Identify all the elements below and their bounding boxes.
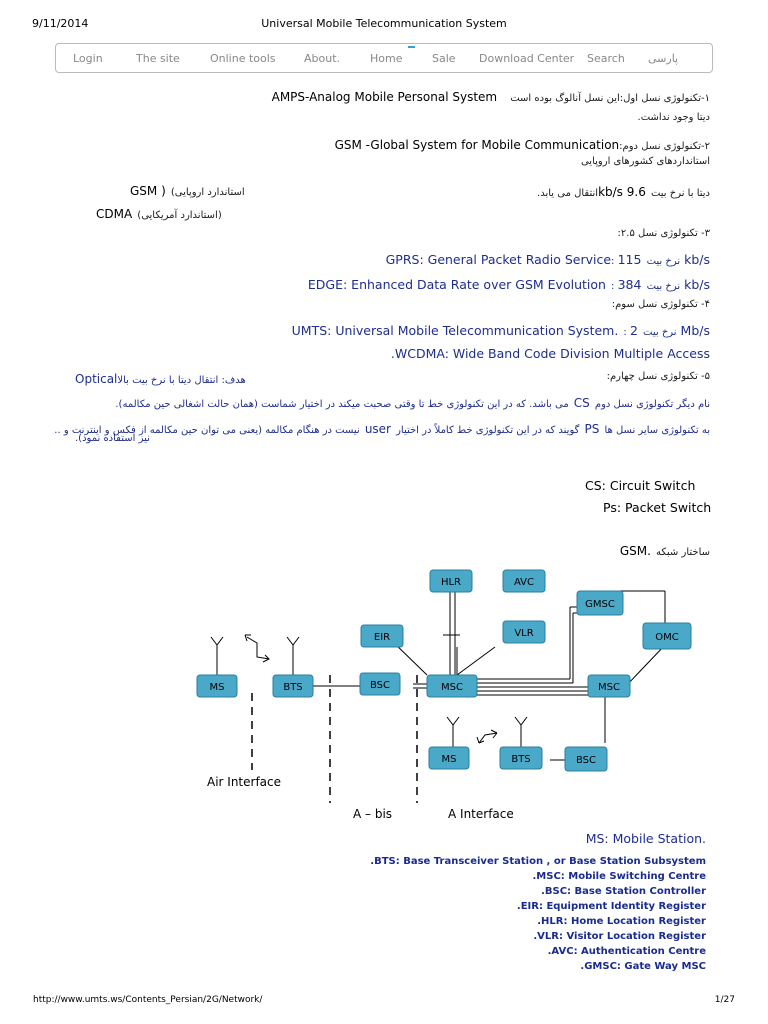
node-ms-1 — [197, 675, 237, 697]
ps-en: PS — [584, 422, 600, 436]
footer-page-number: 1/27 — [714, 995, 735, 1005]
page-title: Universal Mobile Telecommunication System — [261, 17, 507, 30]
gprs-fa: : نرخ بیت — [611, 256, 681, 267]
node-omc — [643, 623, 691, 649]
print-date: 9/11/2014 — [32, 17, 89, 30]
nav-persian[interactable]: پارسی — [648, 52, 679, 65]
ps-fa2: گویند که در این تکنولوژی خط کاملاً در اختیار — [396, 425, 580, 436]
structure-en: .GSM — [619, 544, 651, 558]
svg-text:BSC: BSC — [575, 755, 597, 766]
rate-val: 9.6 kb/s — [598, 185, 646, 199]
svg-text:MS: MS — [209, 682, 225, 693]
nav-active-indicator — [408, 46, 415, 48]
cs-fa2: می باشد. که در این تکنولوژی خط تا وقتی صحبت میکند در اختیار شماست (همان حالت اشغالی حین مکالمه). — [115, 399, 569, 410]
ps-definition: Ps: Packet Switch — [603, 500, 712, 515]
gloss-item: .EIR: Equipment Identity Register — [516, 901, 706, 912]
wcdma-line: .WCDMA: Wide Band Code Division Multiple Access — [390, 346, 710, 361]
gsm-label: GSM ) — [130, 184, 166, 198]
gsm-fa: (استاندارد اروپایی — [170, 187, 245, 198]
edge-line — [308, 274, 710, 293]
cs-definition: CS: Circuit Switch — [585, 478, 696, 493]
svg-text:BTS: BTS — [283, 682, 303, 693]
node-bsc-1 — [360, 673, 400, 695]
gloss-ms: MS: Mobile Station. — [585, 831, 706, 846]
svg-text:MS: MS — [441, 754, 457, 765]
svg-text:HLR: HLR — [440, 577, 462, 588]
gen4-heading: ۵- تکنولوژی نسل چهارم: — [606, 371, 710, 382]
node-msc-1 — [427, 675, 477, 697]
umts-en: UMTS: Universal Mobile Telecommunication System. — [291, 323, 619, 338]
nav-search[interactable]: Search — [587, 52, 625, 65]
cs-fa1: نام دیگر تکنولوژی نسل دوم — [594, 399, 710, 410]
gen2-cdma — [96, 203, 222, 222]
ps-fa3: نیست در هنگام مکالمه (یعنی می توان حین مکالمه از فکس و اینترنت و .. — [54, 425, 360, 436]
svg-text:VLR: VLR — [514, 628, 534, 639]
umts-rate: 2 Mb/s — [629, 323, 710, 338]
svg-text:BTS: BTS — [511, 754, 531, 765]
nav-download-center[interactable]: Download Center — [479, 52, 575, 65]
goal-en: Optical — [75, 372, 118, 386]
goal-fa: هدف: انتقال دیتا با نرخ بیت بالا — [117, 375, 246, 386]
structure-fa: ساختار شبکه — [656, 547, 710, 558]
svg-text:AVC: AVC — [513, 577, 535, 588]
nav-home[interactable]: Home — [370, 52, 403, 65]
gen1-en: AMPS-Analog Mobile Personal System — [271, 90, 498, 104]
edge-fa: : نرخ بیت — [611, 281, 681, 292]
umts-fa: : نرخ بیت — [623, 327, 677, 338]
gloss-item: .BSC: Base Station Controller — [541, 886, 706, 897]
gen2-line — [335, 134, 710, 153]
footer-url[interactable]: http://www.umts.ws/Contents_Persian/2G/Network/ — [33, 995, 263, 1005]
svg-text:MSC: MSC — [441, 682, 463, 693]
gsm-network-diagram — [195, 565, 715, 830]
svg-text:EIR: EIR — [373, 632, 391, 643]
cdma-fa: (استاندارد آمریکایی) — [137, 210, 222, 221]
gloss-item: .BTS: Base Transceiver Station , or Base Station Subsystem — [370, 856, 706, 867]
node-avc — [503, 570, 545, 592]
gloss-item: .AVC: Authentication Centre — [547, 946, 706, 957]
gen2-gsm-standard — [130, 180, 245, 199]
gloss-item: .HLR: Home Location Register — [537, 916, 706, 927]
node-msc-2 — [588, 675, 630, 697]
node-bsc-2 — [565, 747, 607, 771]
node-hlr — [430, 570, 472, 592]
svg-text:OMC: OMC — [655, 632, 679, 643]
gen4-goal — [75, 368, 246, 387]
svg-text:MSC: MSC — [598, 682, 620, 693]
label-a-interface: A Interface — [448, 807, 514, 821]
label-abis: A – bis — [353, 807, 393, 821]
svg-text:GMSC: GMSC — [585, 599, 615, 610]
gen1-data: دیتا وجود نداشت. — [637, 112, 710, 123]
gen2-standards: استانداردهای کشورهای اروپایی — [580, 156, 710, 167]
gen25-heading: ۳- تکنولوژی نسل ۲.۵: — [617, 228, 710, 239]
svg-text:BSC: BSC — [369, 680, 391, 691]
gen1-line — [272, 86, 710, 105]
node-bts-2 — [500, 747, 542, 769]
rate-end: انتقال می یابد. — [537, 188, 599, 199]
gen2-rate — [537, 181, 710, 200]
nav-sale[interactable]: Sale — [432, 52, 456, 65]
gen2-fa: ۲-تکنولوژی نسل دوم: — [619, 141, 710, 152]
rate-fa: دیتا با نرخ بیت — [650, 188, 710, 199]
label-air-interface: Air Interface — [207, 775, 282, 789]
gen1-fa: ۱-تکنولوژی نسل اول:این نسل آنالوگ بوده است — [510, 93, 710, 104]
nav-the-site[interactable]: The site — [136, 52, 180, 65]
gloss-item: .GMSC: Gate Way MSC — [580, 961, 706, 972]
nav-about[interactable]: About. — [304, 52, 341, 65]
ps-fa1: به تکنولوژی سایر نسل ها — [604, 425, 710, 436]
nav-online-tools[interactable]: Online tools — [210, 52, 276, 65]
gen2-en: GSM -Global System for Mobile Communication — [334, 138, 620, 152]
edge-en: EDGE: Enhanced Data Rate over GSM Evolution — [307, 277, 606, 292]
structure-heading — [620, 540, 710, 559]
cs-en: CS — [573, 396, 590, 410]
gloss-item: .MSC: Mobile Switching Centre — [532, 871, 706, 882]
node-ms-2 — [429, 747, 469, 769]
nav-login[interactable]: Login — [73, 52, 103, 65]
ps-paragraph — [54, 418, 710, 437]
ps-paragraph-end: نیز استفاده نمود). — [75, 433, 150, 444]
gprs-en: GPRS: General Packet Radio Service — [385, 252, 612, 267]
node-bts-1 — [273, 675, 313, 697]
gprs-rate: 115 kb/s — [617, 252, 710, 267]
edge-rate: 384 kb/s — [617, 277, 710, 292]
node-gmsc — [577, 591, 623, 615]
node-vlr — [503, 621, 545, 643]
gloss-item: .VLR: Visitor Location Register — [533, 931, 706, 942]
cs-paragraph — [115, 392, 710, 411]
ps-user: user — [364, 422, 391, 436]
gen3-heading: ۴- تکنولوژی نسل سوم: — [611, 299, 710, 310]
node-eir — [361, 625, 403, 647]
nav-bar — [55, 43, 713, 73]
cdma-label: CDMA — [96, 207, 133, 221]
umts-line — [292, 320, 710, 339]
gprs-line — [386, 249, 710, 268]
